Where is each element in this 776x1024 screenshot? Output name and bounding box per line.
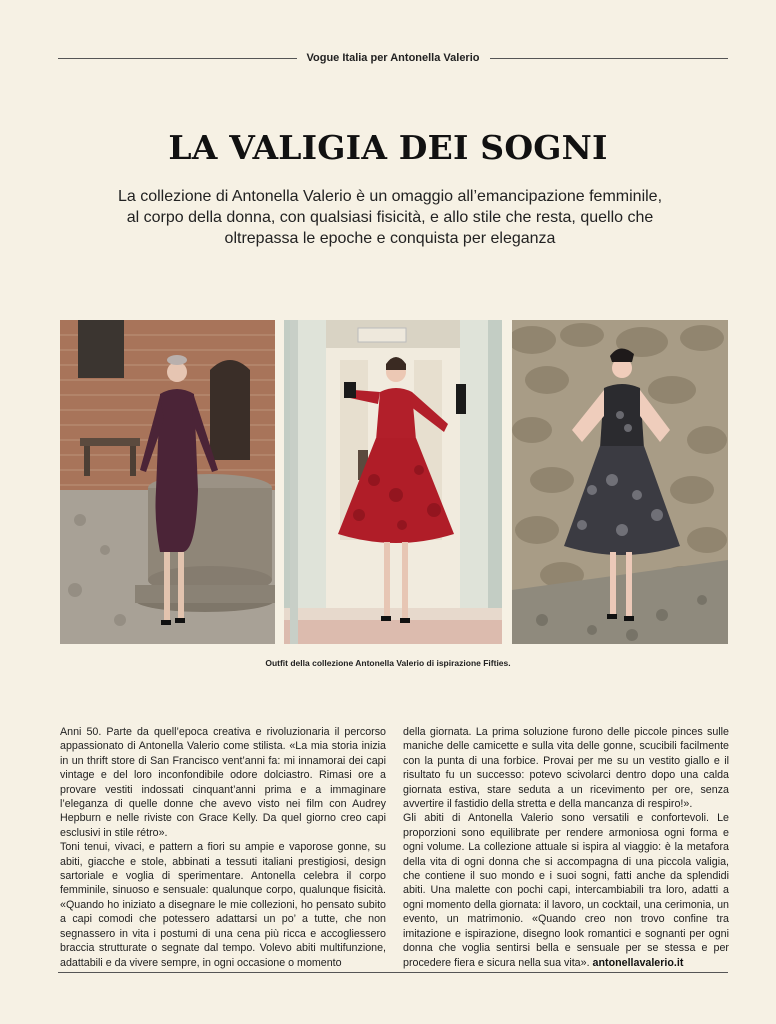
article-deck: La collezione di Antonella Valerio è un omaggio all’emancipazione femminile, al corpo della donna, con qualsiasi fisicità, e allo stile che resta, quello che oltrepassa le epoche e conquista per eleganza [117,188,663,247]
footer-rule [58,972,728,973]
running-header-label: Vogue Italia per Antonella Valerio [306,52,480,64]
body-paragraph: Toni tenui, vivaci, e pattern a fiori su ampie e vaporose gonne, su abiti, giacche e stole, abbinati a tessuti italiani prestigiosi, design sartoriale e voglia di sperimentare. Antonella celebra il corpo femminile, sinuoso e sensuale: qualunque corpo, qualunque fisicità. «Quando ho iniziato a disegnare le mie collezioni, ho pensato subito a capi comodi che potessero adattarsi un po’ a tutte, che non segnassero in vita i postumi di una cena più ricca e accogliessero braccia strutturate o segnate dal tempo. Volevo abiti multifunzione, adattabili e da vivere sempre, in ogni occasione o momento [60,841,386,969]
body-paragraph [403,811,729,969]
photo-caption: Outfit della collezione Antonella Valerio di ispirazione Fifties. [265,658,511,668]
body-paragraph: della giornata. La prima soluzione furono delle piccole pinces sulle maniche delle camicette e sulla vita delle gonne, scucibili facilmente con la punta di una forbice. Provai per me su un vestito giallo e il risultato fu un successo: potevo scivolarci dentro dopo una calda giornata estiva, stare seduta a un ricevimento per ore, senza avvertire il fastidio della stretta e della mancanza di respiro!». [403,726,729,811]
photo-black-dress [512,320,728,644]
photo-plum-dress [60,320,275,644]
body-column-2 [403,725,729,970]
article-title: LA VALIGIA DEI SOGNI [168,128,608,167]
header-rule-right [490,58,729,59]
header-rule-left [58,58,297,59]
website-link[interactable]: antonellavalerio.it [592,956,684,969]
photo-red-dress [284,320,502,644]
running-header [58,48,728,68]
body-paragraph: Anni 50. Parte da quell’epoca creativa e rivoluzionaria il percorso appassionato di Antonella Valerio come stilista. «La mia storia inizia in un thrift store di San Francisco vent’anni fa: mi innamorai dei capi vintage e del loro inconfondibile odore dolciastro. Rimasi ore a provare vestiti indossati cinquant’anni prima e a immaginare l’eleganza di quelle donne che avevo visto nei film con Audrey Hepburn e nelle riviste con Grace Kelly. Da quel giorno creo capi esclusivi in stile rétro». [60,726,386,839]
body-paragraph-text: Gli abiti di Antonella Valerio sono versatili e confortevoli. Le proporzioni sono equilibrate per rendere armoniosa ogni forma e ogni volume. La collezione attuale si ispira al viaggio: è la metafora della vita di ogni donna che si accompagna di una piccola valigia, che contiene il suo mondo e i suoi sogni, fatti anche da splendidi abiti. Una malette con pochi capi, intercambiabili tra loro, adatti a ogni momento della giornata: il lavoro, un cocktail, una cerimonia, un evento, un matrimonio. «Quando creo non trovo confine tra imitazione e ispirazione, disegno look romantici e sognanti per ogni donna che voglia sentirsi bella e sensuale per se stessa e per procedere fiera e sicura nella sua vita». [403,812,729,969]
body-column-1 [60,725,386,970]
